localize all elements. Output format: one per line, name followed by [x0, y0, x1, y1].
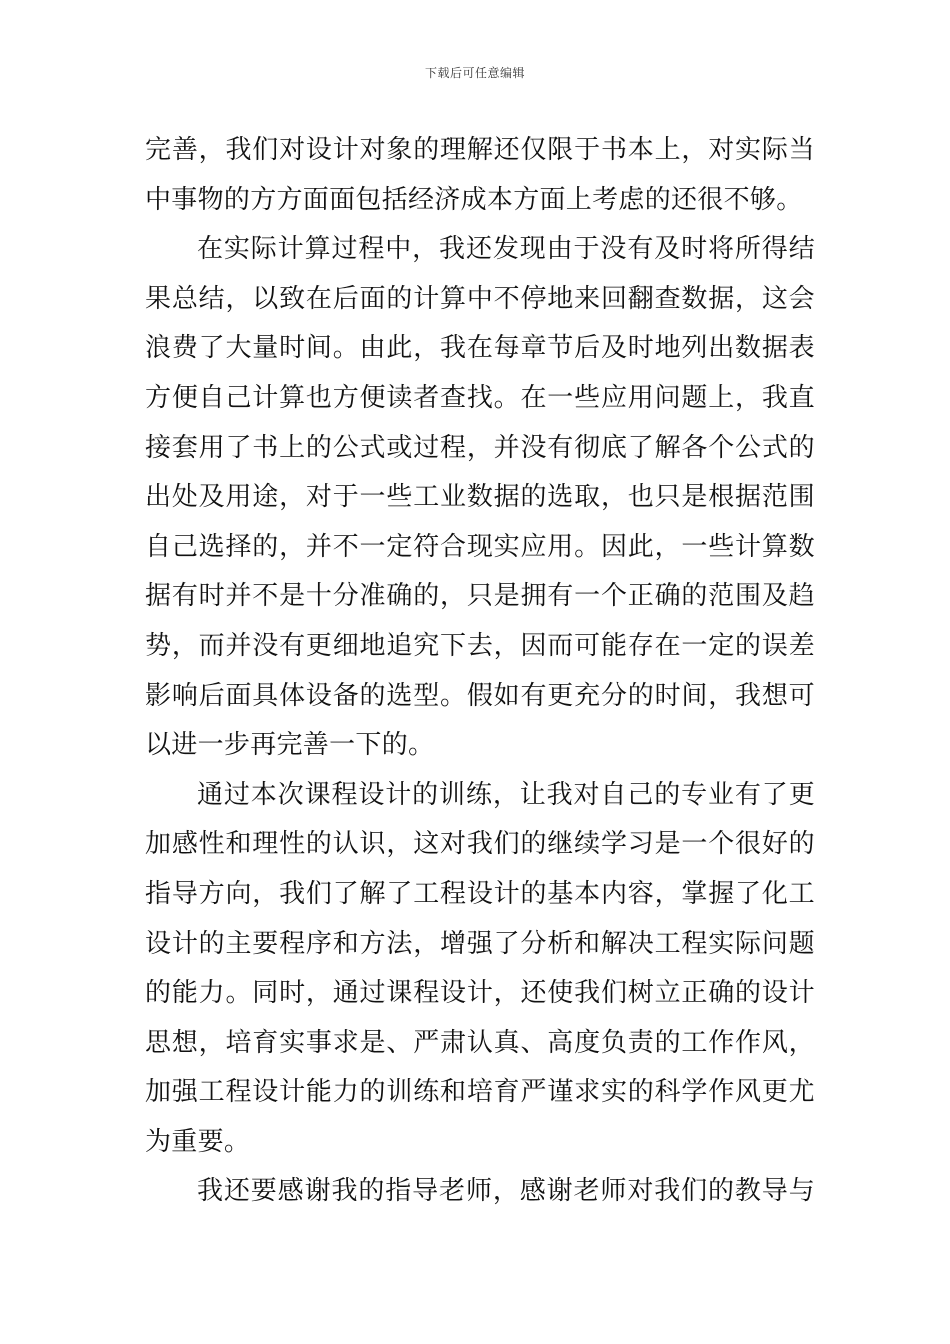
text-line: 指导方向，我们了解了工程设计的基本内容，掌握了化工: [145, 878, 815, 909]
text-line: 果总结，以致在后面的计算中不停地来回翻查数据，这会: [145, 283, 815, 314]
text-line: 浪费了大量时间。由此，我在每章节后及时地列出数据表: [145, 333, 815, 364]
text-line: 在实际计算过程中，我还发现由于没有及时将所得结: [197, 234, 815, 265]
text-line: 我还要感谢我的指导老师，感谢老师对我们的教导与: [197, 1176, 815, 1207]
text-line: 思想，培育实事求是、严肃认真、高度负责的工作作风，: [145, 1027, 815, 1058]
body-text: [145, 126, 815, 1217]
page-header: 下载后可任意编辑: [424, 66, 525, 80]
text-line: 接套用了书上的公式或过程，并没有彻底了解各个公式的: [145, 432, 815, 463]
text-line: 完善，我们对设计对象的理解还仅限于书本上，对实际当: [145, 135, 815, 165]
text-line: 自己选择的，并不一定符合现实应用。因此，一些计算数: [145, 531, 815, 562]
text-line: 据有时并不是十分准确的，只是拥有一个正确的范围及趋: [145, 581, 815, 612]
text-line: 影响后面具体设备的选型。假如有更充分的时间，我想可: [145, 680, 815, 711]
text-line: 方便自己计算也方便读者查找。在一些应用问题上，我直: [145, 382, 815, 413]
text-line: 以进一步再完善一下的。: [145, 730, 435, 761]
text-line: 为重要。: [145, 1126, 251, 1157]
text-line: 加感性和理性的认识，这对我们的继续学习是一个很好的: [145, 829, 815, 860]
text-line: 的能力。同时，通过课程设计，还使我们树立正确的设计: [145, 978, 815, 1009]
text-line: 势，而并没有更细地追究下去，因而可能存在一定的误差: [145, 630, 815, 661]
text-line: 中事物的方方面面包括经济成本方面上考虑的还很不够。: [145, 184, 803, 215]
text-line: 加强工程设计能力的训练和培育严谨求实的科学作风更尤: [145, 1077, 815, 1108]
text-line: 设计的主要程序和方法，增强了分析和解决工程实际问题: [145, 928, 815, 959]
text-line: 通过本次课程设计的训练，让我对自己的专业有了更: [197, 779, 815, 810]
text-line: 出处及用途，对于一些工业数据的选取，也只是根据范围: [145, 482, 815, 513]
